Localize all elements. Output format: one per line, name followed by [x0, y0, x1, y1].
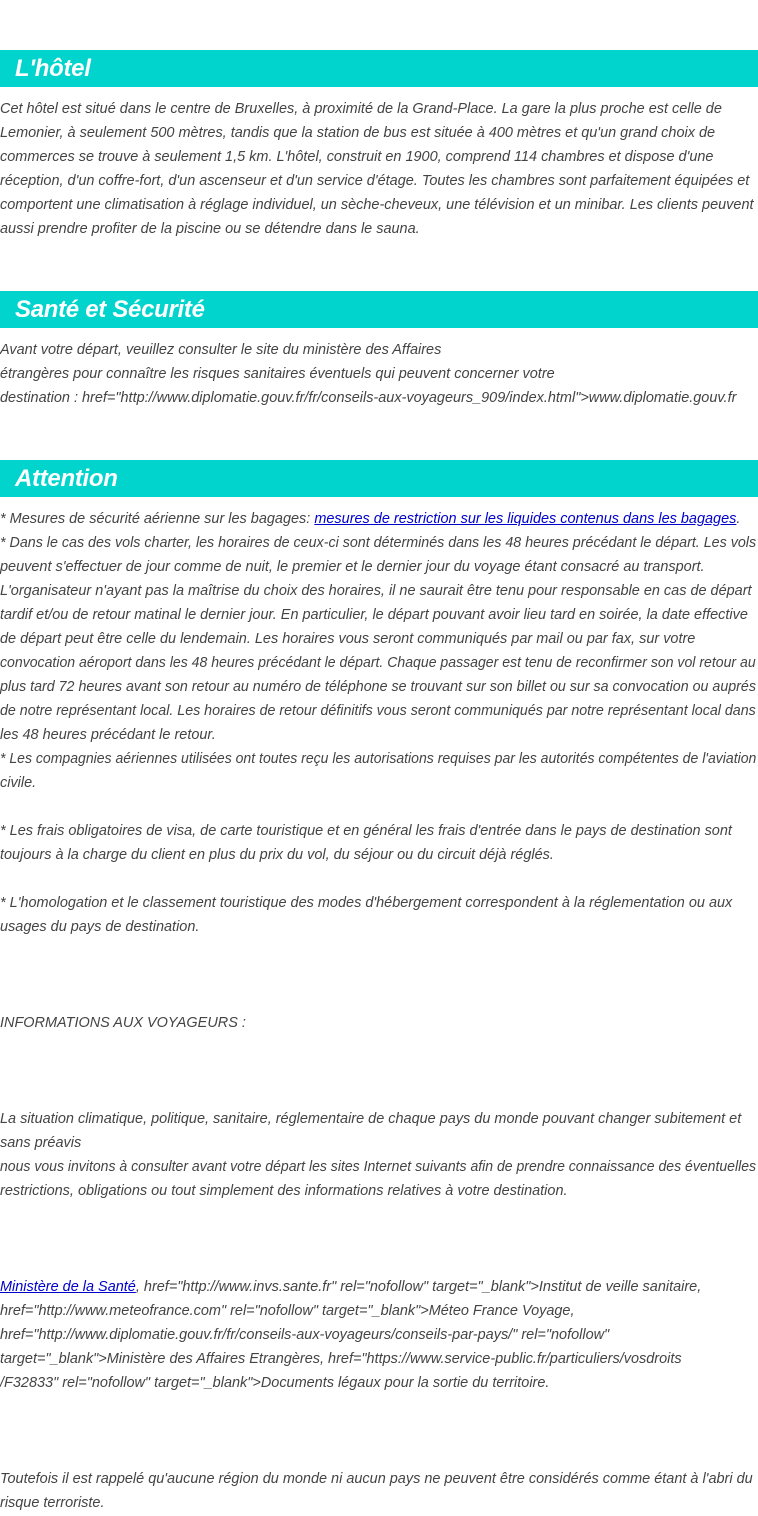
text-line: usages du pays de destination.	[0, 919, 200, 935]
attention-situation	[0, 1107, 758, 1203]
text-line: tardif et/ou de retour matinal le dernier jour. En particulier, le départ pouvant avoir lieu tard en soirée, la date effective	[0, 607, 748, 623]
text-suffix: .	[736, 511, 741, 527]
text-line: de départ peut être celle du lendemain. Les horaires vous seront communiqués par mail ou par fax, sur votre	[0, 631, 696, 647]
section-header-attention	[0, 460, 758, 497]
text-line: toujours à la charge du client en plus du prix du vol, du séjour ou du circuit déjà réglés.	[0, 847, 554, 863]
attention-homologation	[0, 891, 758, 939]
text-line: destination : href="http://www.diplomatie.gouv.fr/fr/conseils-aux-voyageurs_909/index.html">www.diplomatie.gouv.fr	[0, 390, 737, 406]
hotel-description	[0, 97, 758, 241]
text-line: href="http://www.diplomatie.gouv.fr/fr/conseils-aux-voyageurs/conseils-par-pays/" rel="nofollow"	[0, 1327, 610, 1343]
text-line: étrangères pour connaître les risques sanitaires éventuels qui peuvent concerner votre	[0, 366, 555, 382]
text-line: * L'homologation et le classement touristique des modes d'hébergement correspondent à la réglementation ou aux	[0, 895, 733, 911]
text-line: convocation aéroport dans les 48 heures précédant le départ. Chaque passager est tenu de reconfirmer son vol retour au	[0, 655, 756, 671]
attention-security-bags	[0, 507, 758, 531]
text-line: INFORMATIONS AUX VOYAGEURS :	[0, 1015, 246, 1031]
text-line: * Les compagnies aériennes utilisées ont toutes reçu les autorisations requises par les autorités compétentes de l'aviation	[0, 751, 757, 767]
text-line: risque terroriste.	[0, 1495, 105, 1511]
text-prefix: * Mesures de sécurité aérienne sur les bagages:	[0, 511, 315, 527]
health-description	[0, 338, 758, 410]
text-line: comportent une climatisation à réglage individuel, un sèche-cheveux, une télévision et un minibar. Les clients peuvent	[0, 197, 754, 213]
section-header-health	[0, 291, 758, 328]
section-title-health: Santé et Sécurité	[15, 296, 205, 323]
text-line: aussi prendre profiter de la piscine ou se détendre dans le sauna.	[0, 221, 420, 237]
text-line: restrictions, obligations ou tout simplement des informations relatives à votre destination.	[0, 1183, 568, 1199]
text-line: Lemonier, à seulement 500 mètres, tandis que la station de bus est située à 400 mètres et qu'un grand choix de	[0, 125, 716, 141]
text-line: Avant votre départ, veuillez consulter le site du ministère des Affaires	[0, 342, 442, 358]
text-line: nous vous invitons à consulter avant votre départ les sites Internet suivants afin de prendre connaissance des éventuelles	[0, 1159, 757, 1175]
section-title-hotel: L'hôtel	[15, 55, 91, 82]
section-header-hotel	[0, 50, 758, 87]
text-suffix: , href="http://www.invs.sante.fr" rel="nofollow" target="_blank">Institut de veille sanitaire,	[135, 1279, 702, 1295]
attention-links	[0, 1275, 758, 1395]
text-line	[0, 1275, 756, 1299]
attention-terrorism	[0, 1467, 758, 1515]
text-line: /F32833" rel="nofollow" target="_blank">Documents légaux pour la sortie du territoire.	[0, 1375, 550, 1391]
liquids-restriction-link[interactable]: mesures de restriction sur les liquides contenus dans les bagages	[314, 511, 737, 527]
text-line: * Dans le cas des vols charter, les horaires de ceux-ci sont déterminés dans les 48 heures précédant le départ. Les vols	[0, 535, 757, 551]
attention-charter	[0, 531, 758, 795]
section-title-attention: Attention	[15, 465, 118, 492]
text-line: civile.	[0, 775, 37, 791]
text-line: Cet hôtel est situé dans le centre de Bruxelles, à proximité de la Grand-Place. La gare la plus proche est celle de	[0, 101, 722, 117]
text-line: les 48 heures précédant le retour.	[0, 727, 216, 743]
text-line: de notre représentant local. Les horaires de retour définitifs vous seront communiqués par notre représentant local dans	[0, 703, 756, 719]
text-line	[0, 507, 756, 531]
text-line: réception, d'un coffre-fort, d'un ascenseur et d'un service d'étage. Toutes les chambres sont parfaitement équipées et	[0, 173, 750, 189]
text-line: sans préavis	[0, 1135, 82, 1151]
text-line: Toutefois il est rappelé qu'aucune région du monde ni aucun pays ne peuvent être considérés comme étant à l'abri du	[0, 1471, 753, 1487]
attention-visa	[0, 819, 758, 867]
text-line: commerces se trouve à seulement 1,5 km. L'hôtel, construit en 1900, comprend 114 chambres et dispose d'une	[0, 149, 714, 165]
info-heading	[0, 1011, 758, 1035]
text-line: target="_blank">Ministère des Affaires Etrangères, href="https://www.service-public.fr/particuliers/vosdroits	[0, 1351, 682, 1367]
text-line: href="http://www.meteofrance.com" rel="nofollow" target="_blank">Méteo France Voyage,	[0, 1303, 575, 1319]
text-line: plus tard 72 heures avant son retour au numéro de téléphone se trouvant sur son billet ou sur sa convocation ou auprés	[0, 679, 756, 695]
text-line: L'organisateur n'ayant pas la maîtrise du choix des horaires, il ne saurait être tenu pour responsable en cas de départ	[0, 583, 752, 599]
text-line: * Les frais obligatoires de visa, de carte touristique et en général les frais d'entrée dans le pays de destination sont	[0, 823, 732, 839]
ministere-sante-link[interactable]: Ministère de la Santé	[0, 1279, 136, 1295]
text-line: peuvent s'effectuer de jour comme de nuit, le premier et le dernier jour du voyage étant consacré au transport.	[0, 559, 705, 575]
text-line: La situation climatique, politique, sanitaire, réglementaire de chaque pays du monde pouvant changer subitement et	[0, 1111, 742, 1127]
